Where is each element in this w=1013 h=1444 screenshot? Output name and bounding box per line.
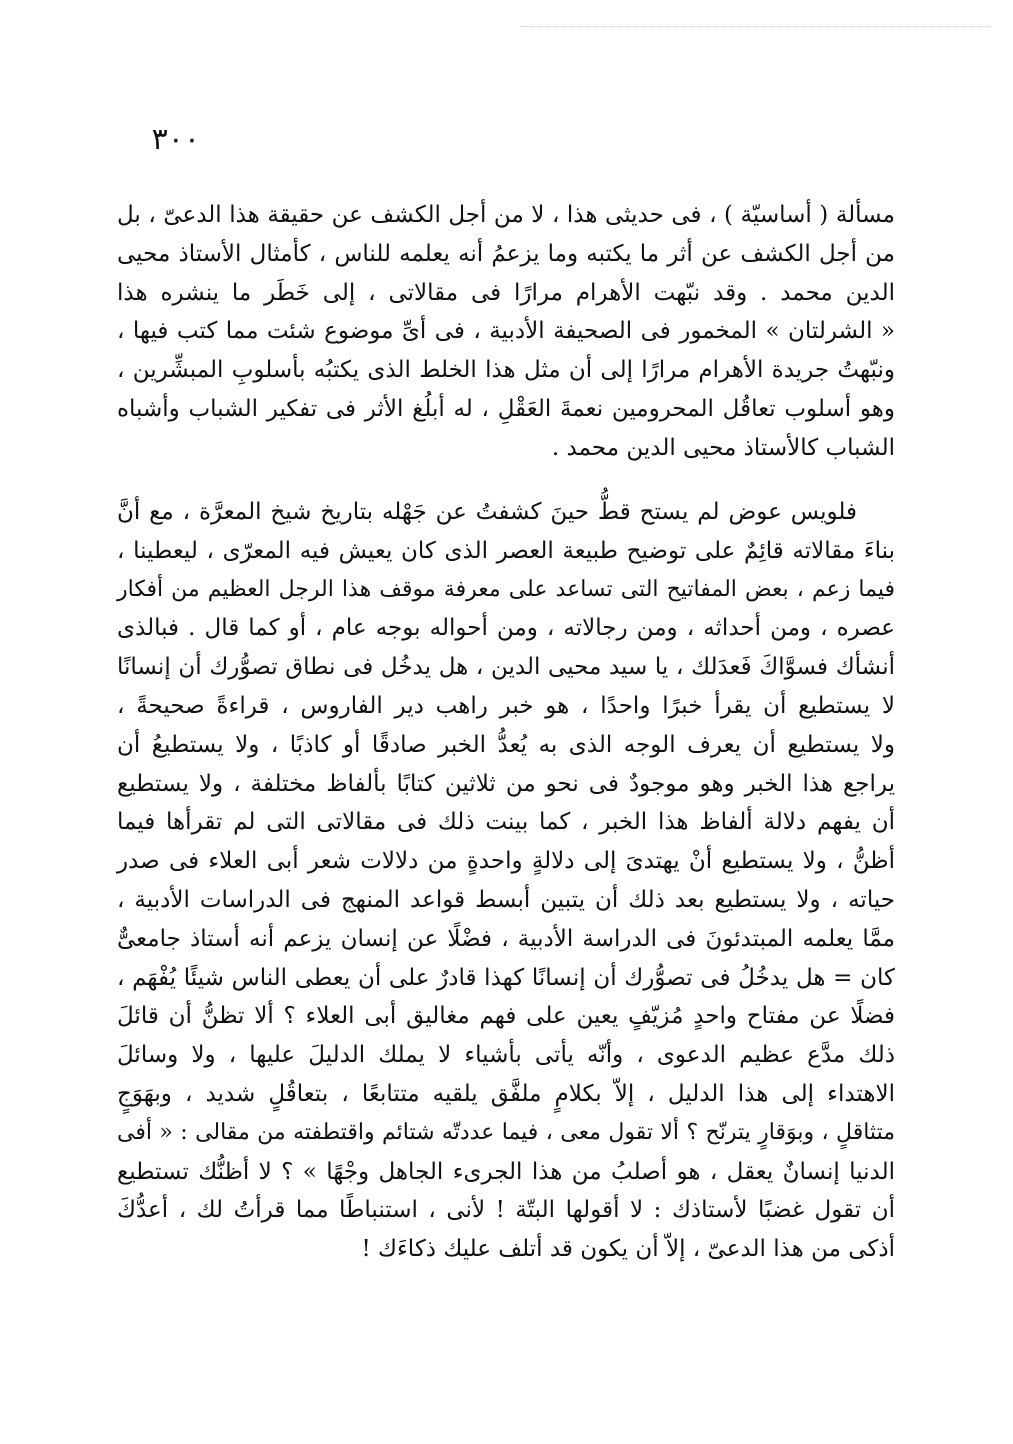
text-line: فيما زعم ، بعض المفاتيح التى تساعد على معرفة موقف هذا الرجل العظيم من أفكار xyxy=(117,576,895,602)
text-line: مسألة ( أساسيّة ) ، فى حديثى هذا ، لا من أجل الكشف عن حقيقة هذا الدعىّ ، بل xyxy=(117,202,895,228)
text-line: أن يفهم دلالة ألفاظ هذا الخبر ، كما بينت ذلك فى مقالاتى التى لم تقرأها فيما xyxy=(117,809,895,836)
text-line: فضلًا عن مفتاح واحدٍ مُزيّفٍ يعين على فهم مغاليق أبى العلاء ؟ ألا تظنُّ أن قائلَ xyxy=(117,1003,895,1030)
text-line: الدين محمد . وقد نبّهت الأهرام مرارًا فى مقالاتى ، إلى خَطَر ما ينشره هذا xyxy=(117,279,895,306)
text-line: الشباب كالأستاذ محيى الدين محمد . xyxy=(551,434,895,461)
text-line: الدنيا إنسانٌ يعقل ، هو أصلبُ من هذا الجرىء الجاهل وجْهًا » ؟ لا أظنُّك تستطيع xyxy=(117,1158,895,1185)
text-line: أنشأك فسوَّاكَ فَعدَلك ، يا سيد محيى الدين ، هل يدخُل فى نطاق تصوُّرك أن إنسانًا xyxy=(117,654,895,681)
paragraph-1 xyxy=(117,196,895,468)
text-line: أن تقول غضبًا لأستاذك : لا أقولها البتّة ! لأنى ، استنباطًا مما قرأتُ لك ، أعدُّكَ xyxy=(117,1197,895,1224)
text-line: فلويس عوض لم يستح قطُّ حينَ كشفتُ عن جَهْله بتاريخ شيخ المعرَّة ، مع أنَّ xyxy=(117,499,857,525)
text-line: حياته ، ولا يستطيع بعد ذلك أن يتبين أبسط قواعد المنهج فى الدراسات الأدبية ، xyxy=(117,886,895,913)
text-line: أذكى من هذا الدعىّ ، إلاّ أن يكون قد أتلف عليك ذكاءَك ! xyxy=(361,1236,895,1263)
text-line: عصره ، ومن أحداثه ، ومن رجالاته ، ومن أحواله بوجه عام ، أو كما قال . فبالذى xyxy=(117,615,895,642)
text-line: « الشرلتان » المخمور فى الصحيفة الأدبية ، فى أىِّ موضوع شئت مما كتب فيها ، xyxy=(117,318,895,345)
page-number: ٣٠٠ xyxy=(151,122,200,157)
paragraph-2 xyxy=(117,493,895,1269)
text-line: ونبّهتُ جريدة الأهرام مرارًا إلى أن مثل هذا الخلط الذى يكتبُه بأسلوبِ المبشِّرين ، xyxy=(117,357,895,384)
text-line: ذلك مدَّع عظيم الدعوى ، وأنّه يأتى بأشياء لا يملك الدليلَ عليها ، ولا وسائلَ xyxy=(117,1042,895,1069)
text-line: أظنُّ ، ولا يستطيع أنْ يهتدىَ إلى دلالةٍ واحدةٍ من دلالات شعر أبى العلاء فى صدر xyxy=(117,848,895,875)
text-line: ولا يستطيع أن يعرف الوجه الذى به يُعدُّ الخبر صادقًا أو كاذبًا ، ولا يستطيعُ أن xyxy=(117,731,895,758)
text-line: وهو أسلوب تعاقُل المحرومين نعمةَ العَقْلِ ، له أبلُغ الأثر فى تفكير الشباب وأشباه xyxy=(117,395,895,422)
text-line: متثاقلٍ ، وبوَقارٍ يترنّح ؟ ألا تقول معى ، فيما عددتّه شتائم واقتطفته من مقالى : « أفى xyxy=(117,1119,895,1145)
text-line: لا يستطيع أن يقرأ خبرًا واحدًا ، هو خبر راهب دير الفاروس ، قراءةً صحيحةً ، xyxy=(117,692,895,719)
text-line: يراجع هذا الخبر وهو موجودٌ فى نحو من ثلاثين كتابًا بألفاظ مختلفة ، ولا يستطيع xyxy=(117,770,895,797)
text-line: بناءَ مقالاته قائِمٌ على توضيح طبيعة العصر الذى كان يعيش فيه المعرّى ، ليعطينا ، xyxy=(117,537,895,564)
text-line: الاهتداء إلى هذا الدليل ، إلاّ بكلامٍ ملفَّق يلقيه متتابعًا ، بتعاقُلٍ شديد ، وبهَوَجٍ xyxy=(117,1080,895,1107)
text-line: كان = هل يدخُلُ فى تصوُّرك أن إنسانًا كهذا قادرٌ على أن يعطى الناس شيئًا يُفْهَم ، xyxy=(117,964,895,991)
scan-edge-rule xyxy=(520,26,990,27)
text-line: من أجل الكشف عن أثر ما يكتبه وما يزعمُ أنه يعلمه للناس ، كأمثال الأستاذ محيى xyxy=(117,240,895,267)
text-line: ممَّا يعلمه المبتدئونَ فى الدراسة الأدبية ، فضْلًا عن إنسان يزعم أنه أستاذ جامعىٌّ xyxy=(117,925,895,952)
